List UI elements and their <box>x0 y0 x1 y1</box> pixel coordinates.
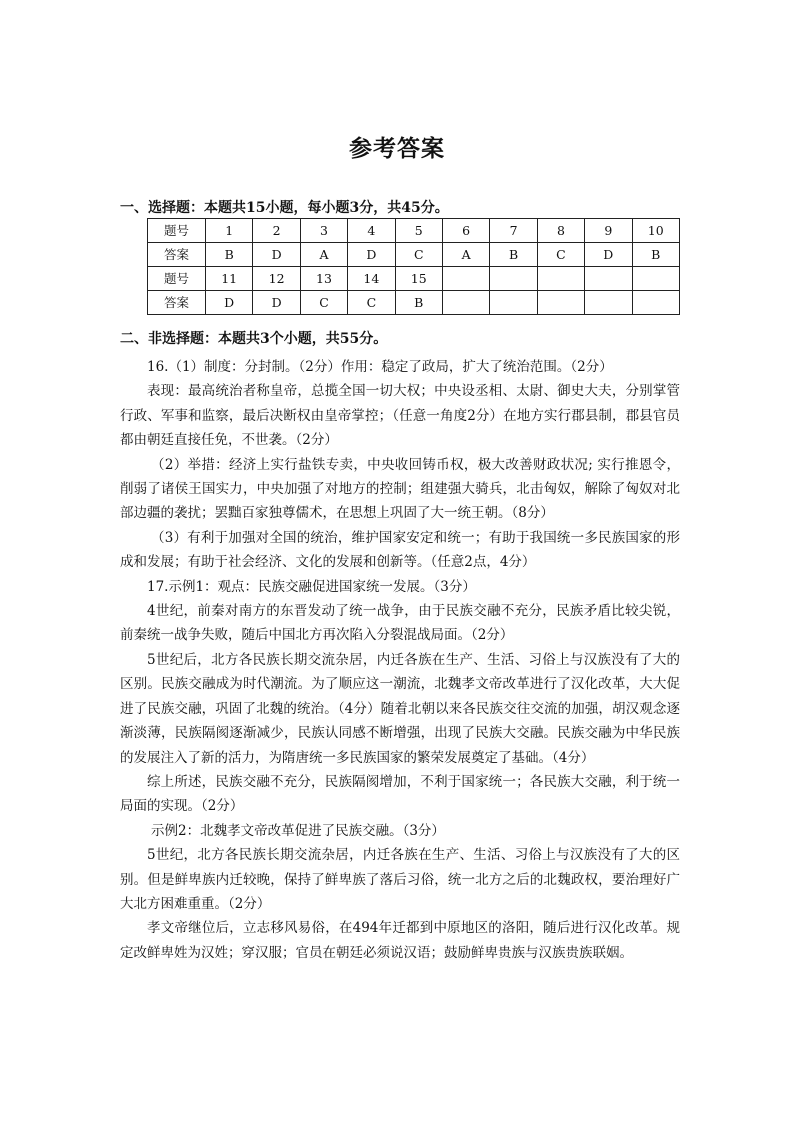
answer-table-cell: 6 <box>442 219 489 243</box>
answer-table-cell <box>490 291 537 315</box>
paragraph-16-1: 16.（1）制度：分封制。（2分）作用：稳定了政局，扩大了统治范围。（2分） <box>147 359 613 375</box>
answer-table-cell <box>585 291 632 315</box>
answer-table <box>147 218 680 315</box>
answer-table-row <box>148 267 680 291</box>
page-title: 参考答案 <box>349 135 445 162</box>
answer-table-cell: B <box>395 291 442 315</box>
paragraph-16-biaoxian: 表现：最高统治者称皇帝，总揽全国一切大权；中央设丞相、太尉、御史大夫，分别掌管行政、军事和监察，最后决断权由皇帝掌控；（任意一角度2分）在地方实行郡县制，郡县官员都由朝廷直接任免，不世袭。（2分） <box>120 383 680 449</box>
answer-table-cell: 15 <box>395 267 442 291</box>
answer-table-cell: 8 <box>537 219 584 243</box>
answer-table-cell: C <box>395 243 442 267</box>
answer-table-cell: D <box>206 291 253 315</box>
answer-table-cell: A <box>300 243 347 267</box>
answer-table-cell: D <box>253 291 300 315</box>
answer-table-cell: 4 <box>348 219 395 243</box>
paragraph-17-summary: 综上所述，民族交融不充分，民族隔阂增加，不利于国家统一；各民族大交融，利于统一局面的实现。（2分） <box>120 773 680 815</box>
answer-table-cell: 9 <box>585 219 632 243</box>
answer-table-cell <box>490 267 537 291</box>
answer-table-cell: B <box>206 243 253 267</box>
answer-table-cell: 7 <box>490 219 537 243</box>
answer-table-cell: 2 <box>253 219 300 243</box>
answer-table-cell <box>537 291 584 315</box>
answer-table-cell: B <box>490 243 537 267</box>
answer-table-cell: D <box>253 243 300 267</box>
answer-table-cell: 1 <box>206 219 253 243</box>
answer-table-cell <box>632 267 679 291</box>
paragraph-17-example2-reform: 孝文帝继位后，立志移风易俗，在494年迁都到中原地区的洛阳，随后进行汉化改革。规定改鲜卑姓为汉姓；穿汉服；官员在朝廷必须说汉语；鼓励鲜卑贵族与汉族贵族联姻。 <box>120 920 680 961</box>
answer-body <box>120 355 680 965</box>
answer-table-cell: 13 <box>300 267 347 291</box>
paragraph-17-5th-century: 5世纪后，北方各民族长期交流杂居，内迁各族在生产、生活、习俗上与汉族没有了大的区别。民族交融成为时代潮流。为了顺应这一潮流，北魏孝文帝改革进行了汉化改革，大大促进了民族交融，巩固了北魏的统治。（4分）随着北朝以来各民族交往交流的加强，胡汉观念逐渐淡薄，民族隔阂逐渐减少，民族认同感不断增强，出现了民族大交融。民族交融为中华民族的发展注入了新的活力，为隋唐统一多民族国家的繁荣发展奠定了基础。（4分） <box>120 651 680 766</box>
answer-table-cell: D <box>585 243 632 267</box>
answer-table-cell: C <box>348 291 395 315</box>
section-heading-choice: 一、选择题：本题共15小题，每小题3分，共45分。 <box>120 200 449 216</box>
answer-table-row <box>148 219 680 243</box>
paragraph-17-example2: 示例2：北魏孝文帝改革促进了民族交融。（3分） <box>151 822 445 839</box>
answer-table-row <box>148 243 680 267</box>
answer-table-cell: 3 <box>300 219 347 243</box>
answer-table-cell: A <box>442 243 489 267</box>
answer-table-row-label: 题号 <box>148 267 206 291</box>
answer-table-cell: C <box>537 243 584 267</box>
answer-table-row <box>148 291 680 315</box>
answer-table-cell: 14 <box>348 267 395 291</box>
answer-table-cell: B <box>632 243 679 267</box>
answer-table-row-label: 题号 <box>148 219 206 243</box>
answer-table-row-label: 答案 <box>148 291 206 315</box>
answer-table-cell: 12 <box>253 267 300 291</box>
answer-table-cell: 5 <box>395 219 442 243</box>
paragraph-17-example2-background: 5世纪，北方各民族长期交流杂居，内迁各族在生产、生活、习俗上与汉族没有了大的区别。但是鲜卑族内迁较晚，保持了鲜卑族了落后习俗，统一北方之后的北魏政权，要治理好广大北方困难重重。（2分） <box>120 847 680 912</box>
answer-table-cell: 10 <box>632 219 679 243</box>
answer-table-cell <box>442 291 489 315</box>
answer-table-cell: D <box>348 243 395 267</box>
answer-table-row-label: 答案 <box>148 243 206 267</box>
paragraph-16-3: （3）有利于加强对全国的统治，维护国家安定和统一；有助于我国统一多民族国家的形成和发展；有助于社会经济、文化的发展和创新等。（任意2点，4分） <box>120 529 680 571</box>
answer-table-cell: 11 <box>206 267 253 291</box>
section-heading-nonchoice: 二、非选择题：本题共3个小题，共55分。 <box>120 331 388 347</box>
answer-table-cell <box>442 267 489 291</box>
answer-table-cell <box>585 267 632 291</box>
answer-table-cell <box>537 267 584 291</box>
paragraph-16-2: （2）举措：经济上实行盐铁专卖，中央收回铸币权，极大改善财政状况; 实行推恩令，削弱了诸侯王国实力，中央加强了对地方的控制；组建强大骑兵，北击匈奴，解除了匈奴对北部边疆的袭扰；罢黜百家独尊儒术，在思想上巩固了大一统王朝。（8分） <box>120 456 680 522</box>
paragraph-17-example1: 17.示例1：观点：民族交融促进国家统一发展。（3分） <box>147 578 476 595</box>
answer-table-cell <box>632 291 679 315</box>
paragraph-17-4th-century: 4世纪，前秦对南方的东晋发动了统一战争，由于民族交融不充分，民族矛盾比较尖锐，前秦统一战争失败，随后中国北方再次陷入分裂混战局面。（2分） <box>120 603 680 644</box>
answer-table-cell: C <box>300 291 347 315</box>
